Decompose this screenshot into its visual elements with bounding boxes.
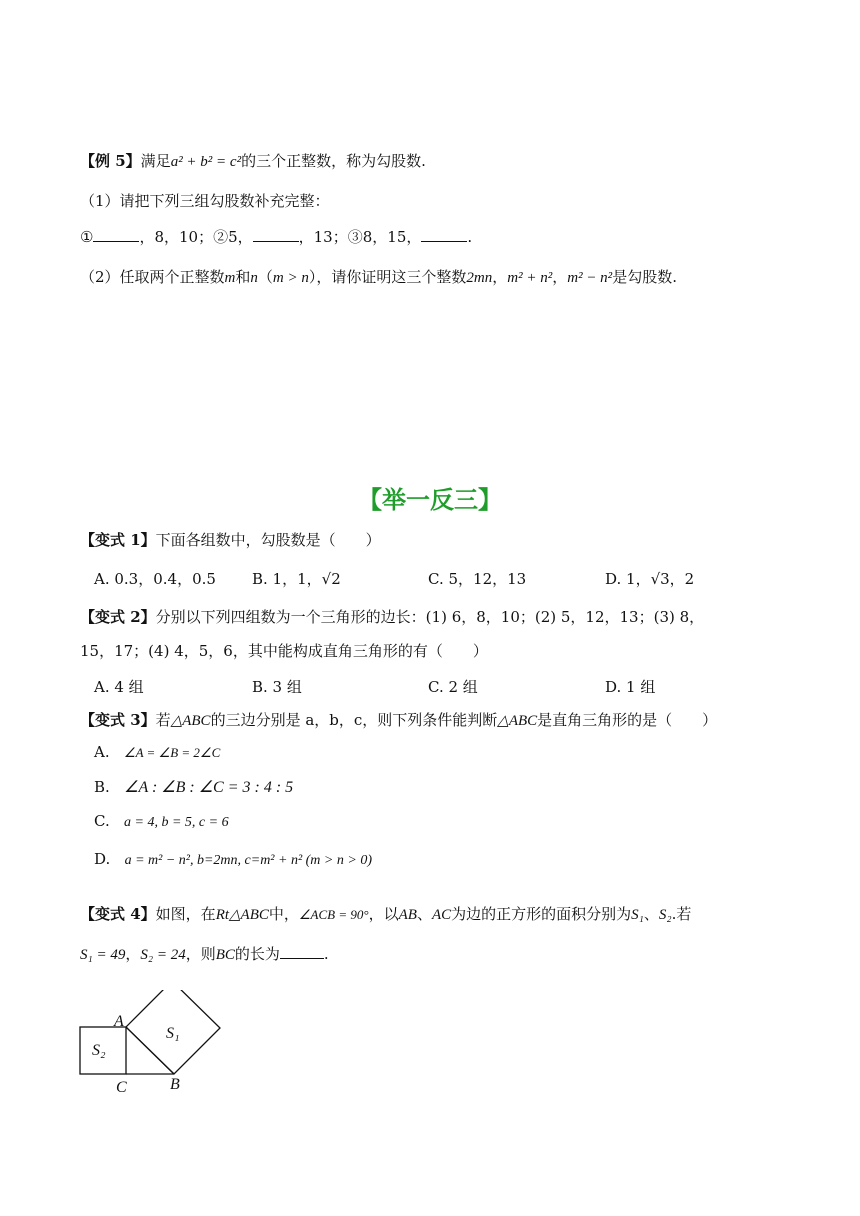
option-letter: C. — [94, 812, 110, 830]
v4-sep: ， — [125, 945, 141, 963]
v4-angle: ∠ACB = 90° — [298, 907, 369, 922]
variant2-option-a: A. 4 组 — [94, 678, 144, 696]
variant2-text-1: 分别以下列四组数为一个三角形的边长：(1) 6，8，10；(2) 5，12，13；(3) 8， — [155, 608, 705, 626]
example5-intro-a: 满足 — [140, 152, 171, 170]
answer-blank-4[interactable] — [280, 946, 324, 959]
option-letter: A. — [94, 743, 110, 761]
variant2-line2: 15，17；(4) 4，5，6，其中能构成直角三角形的有（ ） — [80, 642, 488, 660]
variant2-tag: 【变式 2】 — [80, 608, 156, 626]
label-s2: S₂ — [92, 1042, 106, 1059]
variant3-triangle-2: △ABC — [497, 713, 538, 729]
example5-tag: 【例 5】 — [80, 152, 141, 170]
q2-sep1: ， — [492, 268, 508, 286]
v4-text-d: 、 — [416, 905, 432, 923]
variant3-text-c: 是直角三角形的是（ ） — [537, 711, 718, 729]
v4-s1-value: S₁ = 49 — [80, 947, 126, 963]
variant3-tag: 【变式 3】 — [80, 711, 156, 729]
v4-text-e: 为边的正方形的面积分别为 — [451, 905, 632, 923]
example5-q1-line — [80, 226, 472, 247]
v4-text-c: ，以 — [368, 905, 399, 923]
example5-formula: a² + b² = c² — [170, 154, 242, 170]
example5-intro — [80, 150, 426, 171]
q1-p4: . — [467, 228, 473, 246]
v4-text-b2: 的长为 — [234, 945, 280, 963]
variant3-option-a — [94, 743, 220, 761]
option-expr: a = m² − n², b=2mn, c=m² + n² (m > n > 0) — [124, 853, 372, 868]
variant1-option-b: B. 1，1，√2 — [252, 570, 341, 588]
variant3-option-c — [94, 812, 229, 831]
v4-bc: BC — [215, 947, 235, 963]
q2-sep2: ， — [552, 268, 568, 286]
variant2-option-c: C. 2 组 — [428, 678, 478, 696]
v4-s1: S₁ — [631, 907, 644, 923]
q2-text-d: ），请你证明这三个整数 — [308, 268, 467, 286]
variant4-tag: 【变式 4】 — [80, 905, 156, 923]
variant2-option-d: D. 1 组 — [605, 678, 656, 696]
q1-p3: ，13；③8，15， — [298, 228, 422, 246]
variant1-question — [80, 529, 381, 550]
answer-blank-1[interactable] — [93, 229, 139, 242]
v4-text-a: 如图，在 — [155, 905, 216, 923]
example5-intro-b: 的三个正整数，称为勾股数. — [241, 152, 426, 170]
variant3-question — [80, 709, 717, 730]
option-expr: ∠A = ∠B = 2∠C — [123, 745, 221, 760]
v4-text-f: 、 — [643, 905, 659, 923]
variant1-option-a: A. 0.3，0.4，0.5 — [94, 570, 216, 588]
option-letter: D. — [94, 850, 111, 868]
label-a: A — [114, 1013, 124, 1030]
variant1-tag: 【变式 1】 — [80, 531, 156, 549]
variant1-option-d: D. 1，√3，2 — [605, 570, 695, 588]
answer-blank-2[interactable] — [253, 229, 299, 242]
v4-text-b: 中， — [268, 905, 299, 923]
variant3-text-a: 若 — [155, 711, 171, 729]
variant3-option-b — [94, 777, 293, 797]
v4-ac: AC — [431, 907, 452, 923]
option-expr: a = 4, b = 5, c = 6 — [124, 815, 229, 830]
q2-text-f: 是勾股数. — [612, 268, 677, 286]
variant1-text: 下面各组数中，勾股数是（ ） — [155, 531, 381, 549]
v4-end: . — [323, 945, 329, 963]
variant4-line2 — [80, 943, 329, 964]
q2-text-c: （ — [257, 268, 273, 286]
variant3-option-d — [94, 850, 372, 869]
label-c: C — [116, 1079, 127, 1096]
q2-expr-2mn: 2mn — [466, 270, 493, 286]
example5-q2 — [80, 266, 677, 287]
v4-s2: S₂ — [658, 907, 672, 923]
q2-expr-diff: m² − n² — [567, 270, 613, 286]
label-s1: S₁ — [166, 1025, 180, 1042]
q2-text-a: （2）任取两个正整数 — [80, 268, 225, 286]
q2-text-b: 和 — [235, 268, 251, 286]
q2-m: m — [224, 270, 236, 286]
v4-text-g: .若 — [671, 905, 692, 923]
option-letter: B. — [94, 778, 110, 796]
example5-q1: （1）请把下列三组勾股数补充完整： — [80, 192, 330, 210]
label-b: B — [170, 1076, 180, 1093]
pythagoras-figure — [70, 990, 250, 1100]
q2-condition: m > n — [272, 270, 309, 286]
variant2-option-b: B. 3 组 — [252, 678, 302, 696]
variant4-line1 — [80, 903, 691, 924]
v4-ab: AB — [398, 907, 417, 923]
section-title: 【举一反三】 — [358, 486, 502, 514]
q1-p2: ，8，10；②5， — [139, 228, 253, 246]
v4-text-a2: ，则 — [185, 945, 216, 963]
v4-rt-triangle: Rt△ABC — [215, 907, 269, 923]
variant3-text-b: 的三边分别是 a，b，c，则下列条件能判断 — [210, 711, 498, 729]
q2-n: n — [250, 270, 258, 286]
q2-expr-sum: m² + n² — [507, 270, 553, 286]
answer-blank-3[interactable] — [421, 229, 467, 242]
variant1-option-c: C. 5，12，13 — [428, 570, 527, 588]
v4-s2-value: S₂ = 24 — [140, 947, 186, 963]
variant2-line1 — [80, 606, 704, 627]
variant3-triangle-1: △ABC — [170, 713, 211, 729]
option-expr: ∠A : ∠B : ∠C = 3 : 4 : 5 — [124, 779, 294, 796]
q1-p1: ① — [80, 228, 94, 246]
